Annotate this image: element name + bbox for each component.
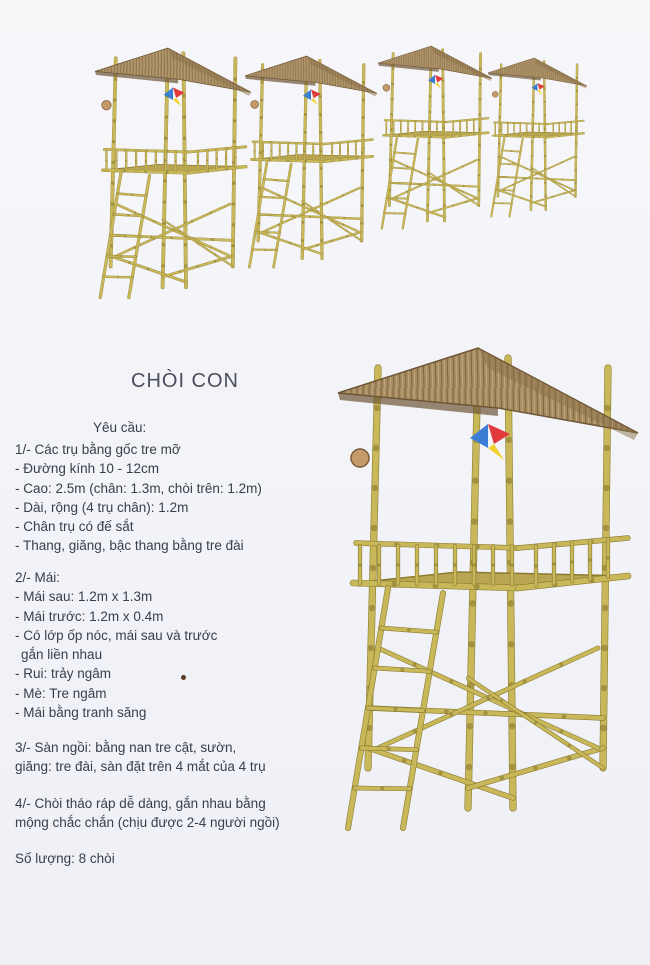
spec-line: - Dài, rộng (4 trụ chân): 1.2m [15,499,189,515]
spec-line: - Đường kính 10 - 12cm [15,461,159,477]
section-pillars [15,440,262,556]
quantity-line: Số lượng: 8 chòi [15,851,115,866]
spec-line: - Mái trước: 1.2m x 0.4m [15,608,164,624]
watchtower-small-3 [378,46,492,228]
spec-line: gắn liền nhau [21,647,103,663]
spec-line: giăng: tre đài, sàn đặt trên 4 mắt của 4 trụ [15,759,266,775]
spec-line: - Rui: trảy ngâm [15,666,112,682]
spec-line: 3/- Sàn ngồi: bằng nan tre cật, sườn, [15,740,237,755]
spec-line: - Có lớp ốp nóc, mái sau và trước [15,627,218,643]
watchtower-small-4 [488,58,587,216]
spec-line: - Chân trụ có đế sắt [15,519,134,535]
section-floor [15,738,266,777]
spec-line: - Mái sau: 1.2m x 1.3m [15,589,153,605]
section-roof [15,568,217,722]
page-title: CHÒI CON [131,370,239,392]
spec-line: - Thang, giăng, bậc thang bằng tre đài [15,538,244,554]
section-assembly [15,794,280,833]
spec-line: 4/- Chòi tháo ráp dễ dàng, gắn nhau bằng [15,796,266,811]
watchtower-small-1 [95,48,251,298]
spec-line: 1/- Các trụ bằng gốc tre mỡ [15,442,181,457]
watchtower-small-2 [245,56,377,267]
ink-speck [181,675,186,680]
spec-line: - Mái bằng tranh săng [15,705,147,721]
watchtower-large [338,348,638,828]
spec-line: - Cao: 2.5m (chân: 1.3m, chòi trên: 1.2m) [15,480,262,496]
spec-line: - Mè: Tre ngâm [15,685,107,701]
requirements-heading: Yêu cầu: [93,420,147,435]
spec-line: 2/- Mái: [15,570,61,585]
spec-line: mộng chắc chắn (chịu được 2-4 người ngồi) [15,815,280,831]
